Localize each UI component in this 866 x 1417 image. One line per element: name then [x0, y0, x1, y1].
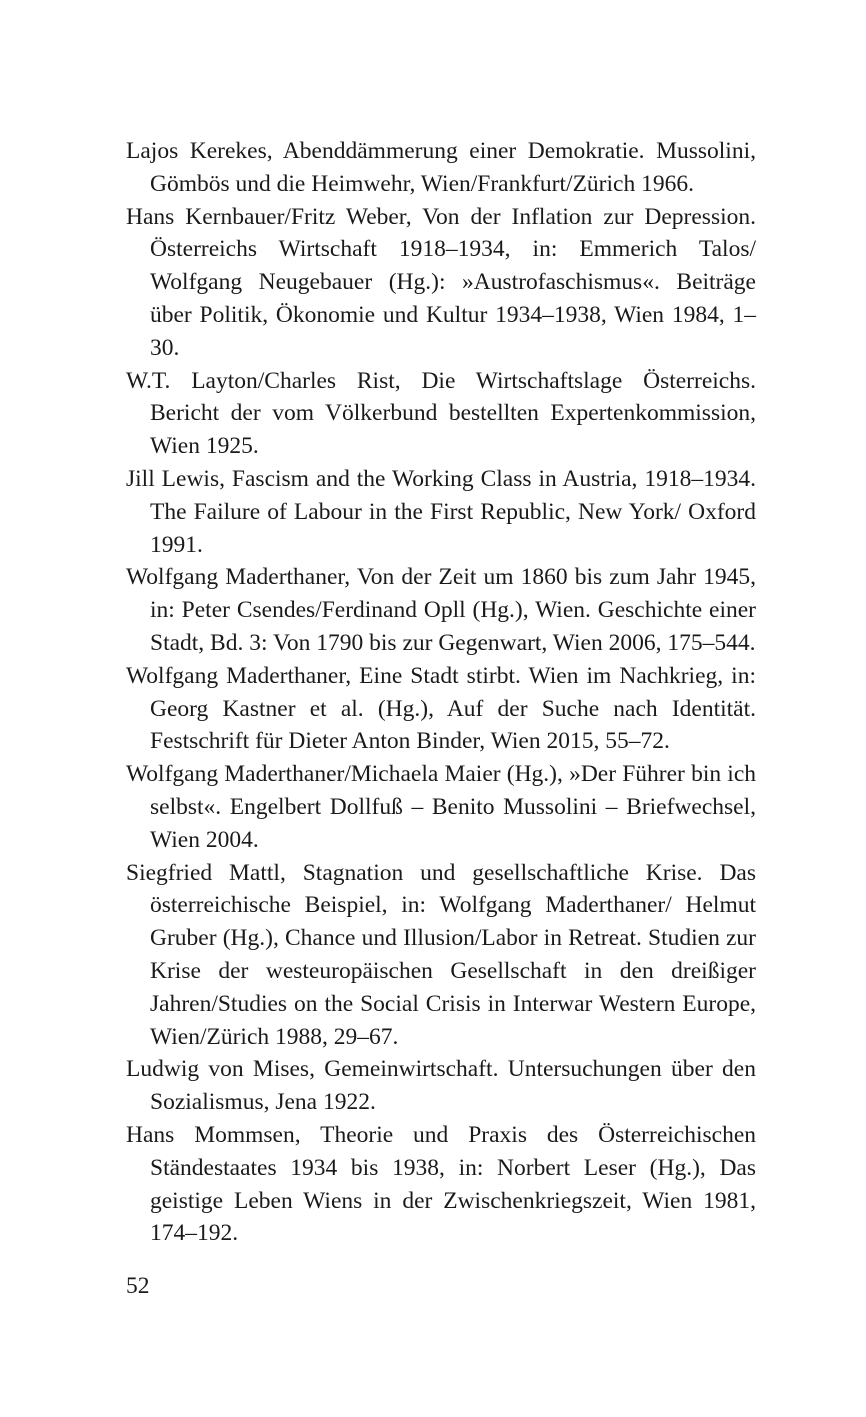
- bibliography-entry: Lajos Kerekes, Abenddämmerung einer Demokratie. Mussolini, Gömbös und die Heimwehr, Wien/Frankfurt/Zürich 1966.: [126, 138, 756, 197]
- bibliography-entry: W.T. Layton/Charles Rist, Die Wirtschaftslage Österreichs. Bericht der vom Völkerbund bestellten Expertenkommission, Wien 1925.: [126, 367, 756, 460]
- bibliography-entry: Jill Lewis, Fascism and the Working Class in Austria, 1918–1934. The Failure of Labour in the First Republic, New York/ Oxford 1991.: [126, 465, 756, 558]
- bibliography-entry: Ludwig von Mises, Gemeinwirtschaft. Untersuchungen über den Sozialismus, Jena 1922.: [126, 1056, 756, 1116]
- bibliography-entry: Hans Mommsen, Theorie und Praxis des Österreichischen Ständestaates 1934 bis 1938, in: Norbert Leser (Hg.), Das geistige Leben Wiens in der Zwischenkriegszeit, Wien 1981, 174–192.: [126, 1121, 756, 1247]
- bibliography-list: [126, 135, 756, 1250]
- bibliography-entry: Wolfgang Maderthaner, Von der Zeit um 1860 bis zum Jahr 1945, in: Peter Csendes/Ferdinand Opll (Hg.), Wien. Geschichte einer Stadt, Bd. 3: Von 1790 bis zur Gegenwart, Wien 2006, 175–544.: [126, 564, 756, 656]
- bibliography-entry: Wolfgang Maderthaner/Michaela Maier (Hg.), »Der Führer bin ich selbst«. Engelbert Dollfuß – Benito Mussolini – Briefwechsel, Wien 2004.: [126, 761, 756, 853]
- bibliography-entry: Siegfried Mattl, Stagnation und gesellschaftliche Krise. Das österreichische Beispiel, in: Wolfgang Maderthaner/ Helmut Gruber (Hg.), Chance und Illusion/Labor in Retreat. Studien zur Krise der westeuropäischen Gesellschaft in den dreißiger Jahren/Studies on the Social Crisis in Interwar Western Europe, Wien/Zürich 1988, 29–67.: [126, 859, 756, 1050]
- bibliography-entry: Hans Kernbauer/Fritz Weber, Von der Inflation zur Depression. Österreichs Wirtschaft 1918–1934, in: Emmerich Talos/ Wolfgang Neugebauer (Hg.): »Austrofaschismus«. Beiträge über Politik, Ökonomie und Kultur 1934–1938, Wien 1984, 1–30.: [126, 203, 756, 361]
- bibliography-entry: Wolfgang Maderthaner, Eine Stadt stirbt. Wien im Nachkrieg, in: Georg Kastner et al. (Hg.), Auf der Suche nach Identität. Festschrift für Dieter Anton Binder, Wien 2015, 55–72.: [126, 662, 756, 755]
- page-number: 52: [126, 1273, 150, 1299]
